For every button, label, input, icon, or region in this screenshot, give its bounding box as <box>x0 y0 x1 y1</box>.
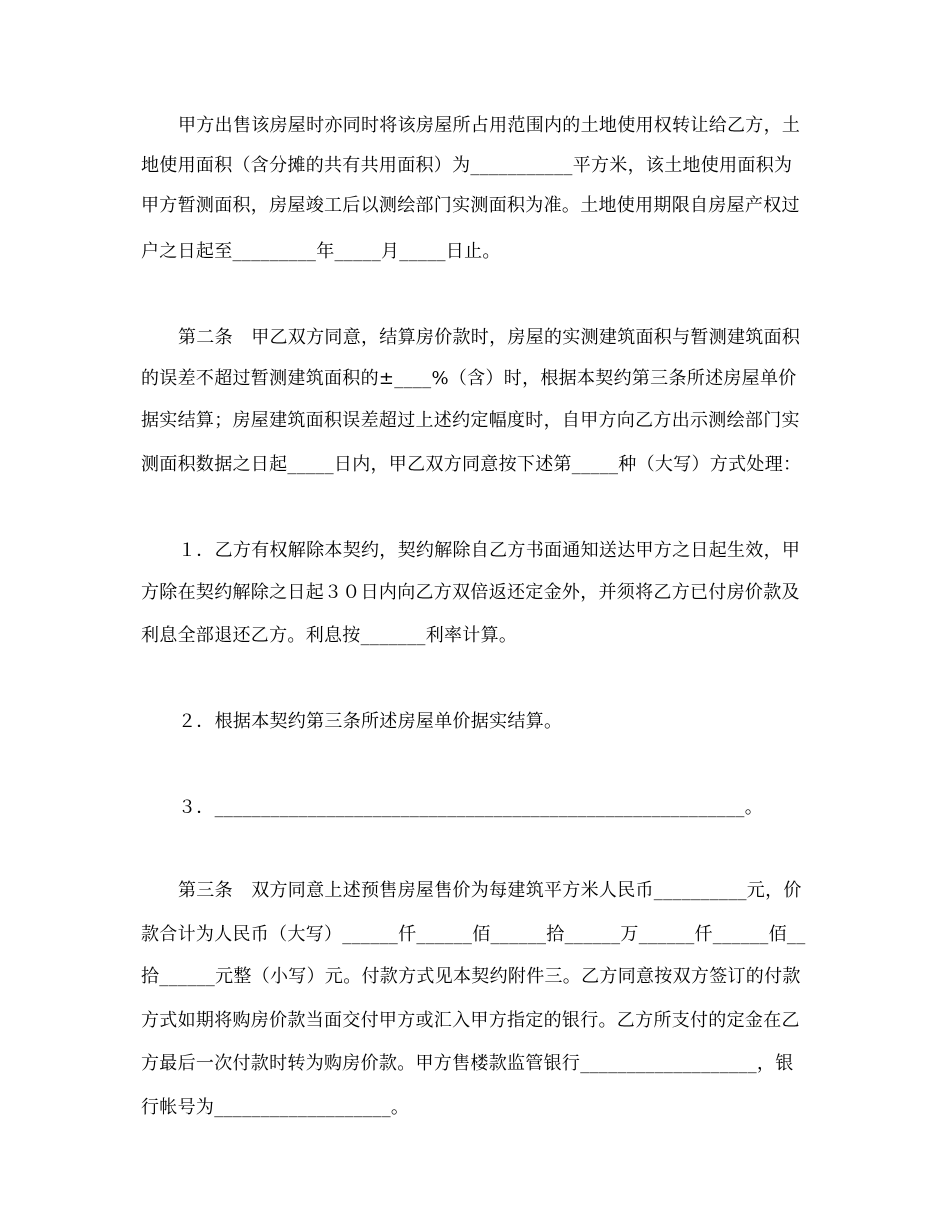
item-1-line-3: 利息全部退还乙方。利息按_______利率计算。 <box>141 625 518 646</box>
item-1-line-1: １．乙方有权解除本契约，契约解除自乙方书面通知送达甲方之日起生效，甲 <box>178 540 801 561</box>
item-2-line-1: ２．根据本契约第三条所述房屋单价据实结算。 <box>178 711 563 732</box>
article-3-line-6: 行帐号为___________________。 <box>141 1097 410 1118</box>
article-3-line-3: 拾______元整（小写）元。付款方式见本契约附件三。乙方同意按双方签订的付款 <box>141 966 801 987</box>
article-2-line-1: 第二条 甲乙双方同意，结算房价款时，房屋的实测建筑面积与暂测建筑面积 <box>178 327 801 348</box>
article-3-line-2: 款合计为人民币（大写）______仟______佰______拾______万______仟______佰__ <box>141 924 806 945</box>
paragraph-1-line-2: 地使用面积（含分摊的共有共用面积）为___________平方米，该土地使用面积为 <box>141 155 793 176</box>
paragraph-1-line-4: 户之日起至_________年_____月_____日止。 <box>141 241 501 262</box>
article-3-line-4: 方式如期将购房价款当面交付甲方或汇入甲方指定的银行。乙方所支付的定金在乙 <box>141 1010 800 1031</box>
paragraph-1-line-1: 甲方出售该房屋时亦同时将该房屋所占用范围内的土地使用权转让给乙方，土 <box>178 115 801 136</box>
item-1-line-2: 方除在契约解除之日起３０日内向乙方双倍返还定金外，并须将乙方已付房价款及 <box>141 582 800 603</box>
article-2-line-4: 测面积数据之日起_____日内，甲乙双方同意按下述第_____种（大写）方式处理： <box>141 454 802 475</box>
article-2-line-2: 的误差不超过暂测建筑面积的±____%（含）时，根据本契约第三条所述房屋单价 <box>141 368 797 389</box>
article-3-line-1: 第三条 双方同意上述预售房屋售价为每建筑平方米人民币__________元，价 <box>178 880 802 901</box>
item-3-line-1: ３．_________________________________________________________。 <box>178 797 763 818</box>
article-3-line-5: 方最后一次付款时转为购房价款。甲方售楼款监管银行___________________，银 <box>141 1053 794 1074</box>
paragraph-1-line-3: 甲方暂测面积，房屋竣工后以测绘部门实测面积为准。土地使用期限自房屋产权过 <box>141 195 800 216</box>
article-2-line-3: 据实结算；房屋建筑面积误差超过上述约定幅度时，自甲方向乙方出示测绘部门实 <box>141 410 800 431</box>
